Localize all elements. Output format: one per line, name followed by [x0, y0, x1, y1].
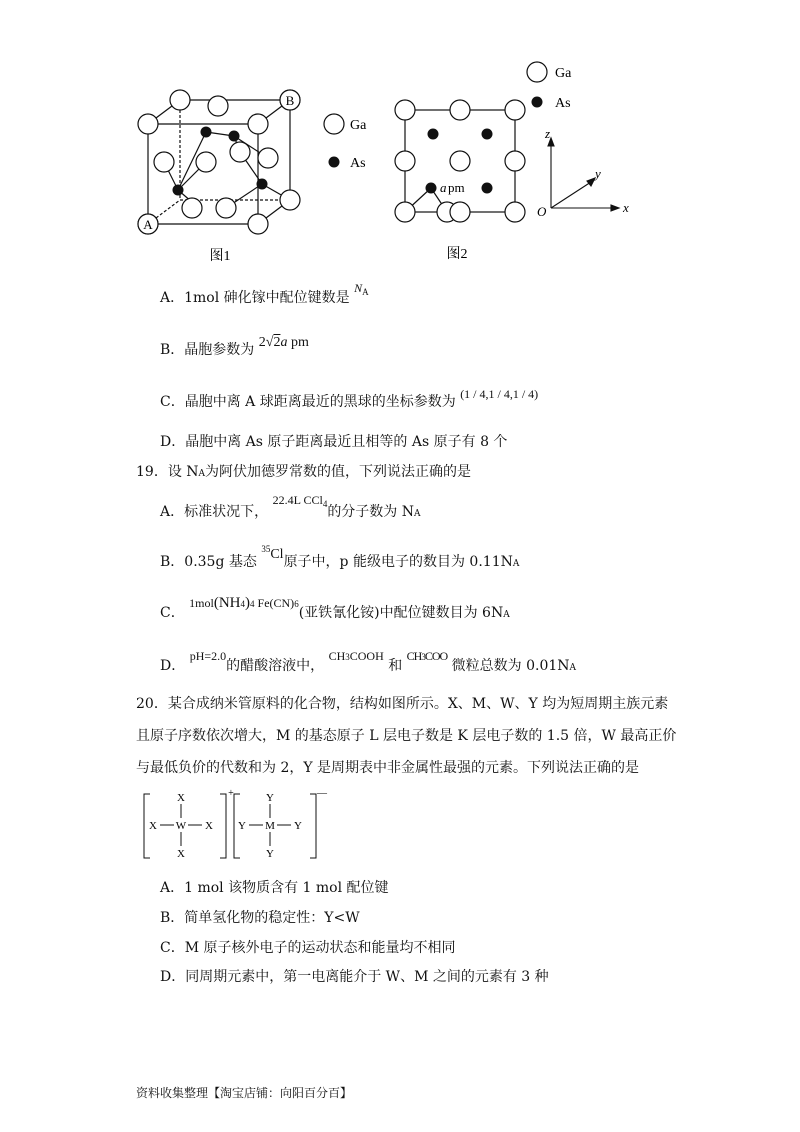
axis-y-label: y — [595, 166, 601, 181]
q19-option-a — [160, 493, 421, 524]
q19-d-suffix-sub: A — [569, 663, 577, 673]
legend-as-marker — [329, 157, 340, 168]
legend-ga-marker-2 — [527, 62, 547, 82]
q19-c-formula-nh-sub: 4 — [240, 599, 246, 609]
q19-a-text: A．标准状况下， — [160, 504, 269, 520]
q19-d-ch: CH — [328, 649, 346, 663]
q19-c-formula-fe-sub: 6 — [294, 599, 299, 609]
q19-b-suffix-sub: A — [512, 559, 520, 569]
anion-ligand-top: Y — [266, 792, 274, 804]
q19-a-formula-main: 22.4L CCl — [272, 493, 323, 507]
legend-as-label: As — [350, 156, 366, 171]
anion-ligand-right: Y — [294, 820, 302, 832]
legend-ga-label-2: Ga — [555, 66, 572, 81]
q19-d-ion-coo: COO — [424, 649, 448, 663]
q19-a-suffix-sub: A — [414, 509, 421, 519]
q20-option-b: B．简单氢化物的稳定性：Y<W — [160, 910, 360, 926]
q18-a-text: A．1mol 砷化镓中配位键数是 — [160, 290, 350, 306]
figure-2-caption: 图2 — [446, 247, 468, 262]
anion-ligand-left: Y — [238, 820, 246, 832]
cation-ligand-top: X — [177, 792, 185, 804]
q19-c-text: C． — [160, 605, 185, 621]
q18-b-var: a — [280, 335, 288, 350]
q19-option-b — [160, 544, 520, 574]
distance-label-var: a — [440, 180, 447, 195]
q19-d-cooh: COOH — [349, 649, 384, 663]
q18-option-d: D．晶胞中离 As 原子距离最近且相等的 As 原子有 8 个 — [160, 434, 508, 450]
q19-b-suffix: 原子中，p 能级电子的数目为 0.11N — [283, 554, 513, 570]
q19-c-formula-nh: (NH — [213, 595, 241, 611]
q19-d-ion-ch: CH — [406, 649, 422, 663]
cation-charge: + — [228, 788, 234, 799]
q19-d-text: D． — [160, 658, 186, 674]
q20-stem-line-2: 且原子序数依次增大，M 的基态原子 L 层电子数是 K 层电子数的 1.5 倍，W 最高正价 — [136, 728, 677, 744]
q19-b-formula-main: Cl — [270, 547, 284, 562]
legend-as-label-2: As — [555, 96, 571, 111]
q19-d-mid1: 的醋酸溶液中， — [226, 658, 325, 674]
q20-stem-line-3: 与最低负价的代数和为 2，Y 是周期表中非金属性最强的元素。下列说法正确的是 — [136, 760, 640, 776]
axis-origin-label: O — [537, 204, 547, 219]
q19-d-formula-acid — [329, 649, 384, 663]
q19-c-suffix: (亚铁氰化铵)中配位键数目为 6N — [298, 605, 504, 621]
q20-structure-diagram — [140, 786, 330, 866]
q19-a-formula — [273, 493, 328, 507]
anion-ligand-bottom: Y — [266, 848, 274, 860]
figure-1-crystal-cell — [130, 82, 380, 272]
q19-c-formula — [189, 596, 299, 610]
q19-c-formula-close: ) — [245, 595, 251, 611]
sqrt-sign-icon: √ — [265, 335, 274, 350]
q19-c-formula-amount: 1mol — [189, 596, 214, 610]
q18-b-root: 2 — [273, 335, 281, 350]
q19-c-formula-fe: Fe(CN) — [257, 596, 295, 610]
axis-x-label: x — [623, 200, 629, 215]
q19-stem-rest: 为阿伏加德罗常数的值，下列说法正确的是 — [205, 464, 472, 480]
corner-label-b: B — [285, 93, 295, 108]
cation-ligand-left: X — [149, 820, 157, 832]
q18-b-unit: pm — [290, 335, 309, 350]
figure-1-caption: 图1 — [209, 249, 231, 264]
legend-as-marker-2 — [532, 97, 543, 108]
q18-option-c — [160, 387, 539, 412]
q18-a-formula: N — [354, 281, 363, 295]
q19-c-suffix-sub: A — [503, 610, 510, 620]
anion-center: M — [265, 820, 275, 832]
distance-label-unit: pm — [448, 180, 465, 195]
q19-b-formula-sup: 35 — [261, 544, 271, 554]
q19-c-formula-nh-sub2: 4 — [250, 599, 255, 609]
q18-c-text: C．晶胞中离 A 球距离最近的黑球的坐标参数为 — [160, 394, 456, 410]
corner-label-a: A — [143, 217, 153, 232]
cation-ligand-right: X — [205, 820, 213, 832]
q19-d-mid2: 和 — [388, 658, 403, 674]
anion-charge: — — [317, 788, 327, 799]
q18-option-b — [160, 335, 309, 361]
q19-d-formula-ph: pH=2.0 — [189, 649, 227, 663]
q18-b-coef: 2 — [258, 335, 266, 350]
q18-c-formula: (1 / 4,1 / 4,1 / 4) — [460, 387, 539, 401]
q19-option-c — [160, 595, 510, 625]
page-footer: 资料收集整理【淘宝店铺：向阳百分百】 — [136, 1086, 353, 1100]
q18-option-a — [160, 281, 369, 309]
q19-d-formula-ion — [407, 649, 448, 663]
figure-2-top-view — [385, 58, 645, 272]
q19-stem — [136, 462, 471, 484]
axis-z-label: z — [545, 126, 551, 141]
q19-stem-sub: A — [198, 469, 206, 479]
q19-stem-text: 19．设 N — [136, 464, 199, 480]
q20-stem-line-1: 20．某合成纳米管原料的化合物，结构如图所示。X、M、W、Y 均为短周期主族元素 — [136, 696, 669, 712]
q19-d-ion-sub: 3 — [421, 652, 425, 662]
q19-b-formula — [261, 544, 284, 562]
q18-a-formula-sub: A — [362, 287, 369, 297]
q18-b-text: B．晶胞参数为 — [160, 342, 255, 358]
legend-ga-label: Ga — [350, 118, 367, 133]
q19-d-ch-sub: 3 — [345, 652, 350, 662]
q19-option-d — [160, 649, 577, 678]
cation-ligand-bottom: X — [177, 848, 185, 860]
q19-a-formula-sub: 4 — [322, 499, 328, 509]
q20-option-a: A．1 mol 该物质含有 1 mol 配位键 — [160, 880, 389, 896]
q19-b-text: B．0.35g 基态 — [160, 554, 257, 570]
q20-option-d: D．同周期元素中，第一电离能介于 W、M 之间的元素有 3 种 — [160, 969, 549, 985]
cation-center: W — [175, 820, 187, 832]
q20-option-c: C．M 原子核外电子的运动状态和能量均不相同 — [160, 940, 456, 956]
q19-d-suffix: 微粒总数为 0.01N — [451, 658, 570, 674]
q19-a-suffix: 的分子数为 N — [327, 504, 415, 520]
legend-ga-marker — [324, 114, 344, 134]
q18-b-formula — [259, 335, 309, 350]
